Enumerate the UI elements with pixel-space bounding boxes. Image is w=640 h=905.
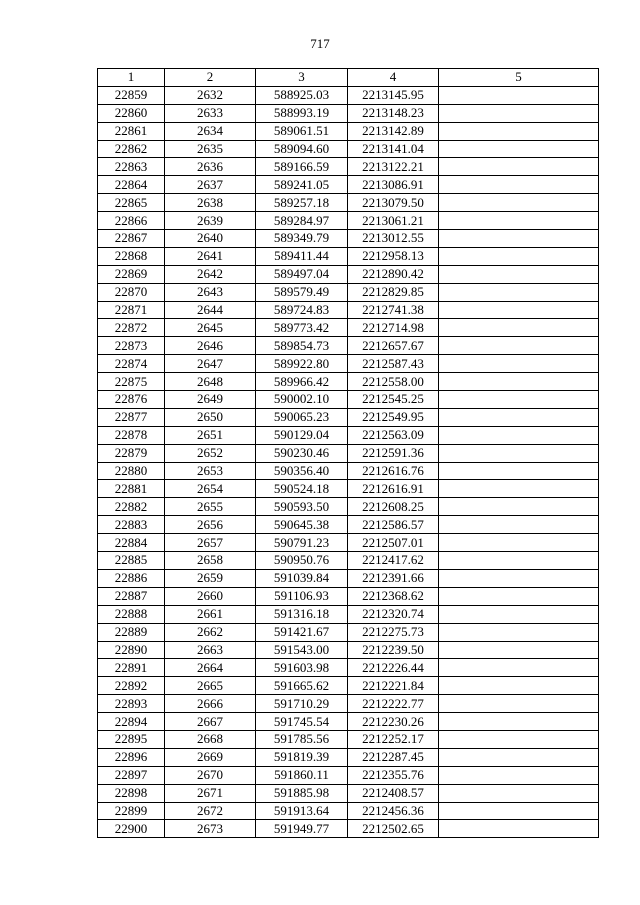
table-cell: 589094.60 <box>256 140 348 158</box>
table-cell: 2661 <box>165 605 256 623</box>
table-row <box>98 748 599 766</box>
table-cell: 22896 <box>98 748 165 766</box>
table-row <box>98 426 599 444</box>
table-cell: 590593.50 <box>256 498 348 516</box>
table-body <box>98 86 599 837</box>
table-row <box>98 247 599 265</box>
table-cell: 591603.98 <box>256 659 348 677</box>
table-cell: 22898 <box>98 784 165 802</box>
table-row <box>98 373 599 391</box>
table-cell: 591316.18 <box>256 605 348 623</box>
table-cell: 22871 <box>98 301 165 319</box>
table-cell: 22882 <box>98 498 165 516</box>
table-cell: 589724.83 <box>256 301 348 319</box>
table-cell <box>439 480 599 498</box>
table-cell: 2663 <box>165 641 256 659</box>
column-header: 2 <box>165 69 256 87</box>
table-cell: 2212368.62 <box>348 587 439 605</box>
table-cell: 2212558.00 <box>348 373 439 391</box>
table-row <box>98 766 599 784</box>
table-cell: 588993.19 <box>256 104 348 122</box>
table-cell <box>439 587 599 605</box>
table-cell: 591860.11 <box>256 766 348 784</box>
table-cell: 22860 <box>98 104 165 122</box>
table-cell <box>439 623 599 641</box>
table-cell: 2212252.17 <box>348 730 439 748</box>
table-cell: 590524.18 <box>256 480 348 498</box>
table-cell: 2639 <box>165 212 256 230</box>
table-cell: 2212226.44 <box>348 659 439 677</box>
table-cell: 591421.67 <box>256 623 348 641</box>
table-cell: 590645.38 <box>256 516 348 534</box>
table-cell: 22880 <box>98 462 165 480</box>
table-cell <box>439 265 599 283</box>
table-cell: 2652 <box>165 444 256 462</box>
table-cell: 2212391.66 <box>348 569 439 587</box>
table-cell: 2212549.95 <box>348 408 439 426</box>
table-cell: 2660 <box>165 587 256 605</box>
table-cell: 2212586.57 <box>348 516 439 534</box>
table-cell: 22878 <box>98 426 165 444</box>
table-cell: 22883 <box>98 516 165 534</box>
table-cell: 2641 <box>165 247 256 265</box>
table-cell <box>439 516 599 534</box>
table-cell <box>439 194 599 212</box>
table-cell: 2212714.98 <box>348 319 439 337</box>
table-cell: 2671 <box>165 784 256 802</box>
table-cell: 22870 <box>98 283 165 301</box>
table-cell: 22869 <box>98 265 165 283</box>
table-row <box>98 319 599 337</box>
table-cell: 2213141.04 <box>348 140 439 158</box>
table-cell: 589166.59 <box>256 158 348 176</box>
table-cell: 2651 <box>165 426 256 444</box>
table-cell <box>439 176 599 194</box>
table-row <box>98 212 599 230</box>
table-row <box>98 462 599 480</box>
table-cell: 2213086.91 <box>348 176 439 194</box>
table-row <box>98 713 599 731</box>
table-cell: 22859 <box>98 86 165 104</box>
table-cell <box>439 748 599 766</box>
table-cell: 2213148.23 <box>348 104 439 122</box>
table-cell: 591543.00 <box>256 641 348 659</box>
table-cell: 2212221.84 <box>348 677 439 695</box>
table-row <box>98 140 599 158</box>
table-row <box>98 802 599 820</box>
table-row <box>98 158 599 176</box>
table-cell <box>439 408 599 426</box>
table-cell: 2212657.67 <box>348 337 439 355</box>
table-cell <box>439 104 599 122</box>
table-cell <box>439 730 599 748</box>
table-cell: 2640 <box>165 230 256 248</box>
table-cell: 22887 <box>98 587 165 605</box>
table-cell: 2665 <box>165 677 256 695</box>
table-cell: 2649 <box>165 391 256 409</box>
table-cell: 2212502.65 <box>348 820 439 838</box>
table-cell: 2212230.26 <box>348 713 439 731</box>
table-cell: 22895 <box>98 730 165 748</box>
table-cell <box>439 158 599 176</box>
table-cell: 2212829.85 <box>348 283 439 301</box>
table-cell <box>439 659 599 677</box>
table-cell: 588925.03 <box>256 86 348 104</box>
table-cell: 22865 <box>98 194 165 212</box>
table-cell: 589497.04 <box>256 265 348 283</box>
table-cell: 2212608.25 <box>348 498 439 516</box>
table-row <box>98 784 599 802</box>
table-cell: 22892 <box>98 677 165 695</box>
table-cell: 2212275.73 <box>348 623 439 641</box>
table-cell: 589061.51 <box>256 122 348 140</box>
table-cell: 22863 <box>98 158 165 176</box>
table-cell: 22884 <box>98 534 165 552</box>
table-cell: 590356.40 <box>256 462 348 480</box>
table-cell: 22867 <box>98 230 165 248</box>
table-cell: 590065.23 <box>256 408 348 426</box>
table-cell <box>439 820 599 838</box>
table-cell: 591913.64 <box>256 802 348 820</box>
table-row <box>98 176 599 194</box>
table-cell: 22889 <box>98 623 165 641</box>
table-cell: 22864 <box>98 176 165 194</box>
table-cell: 2662 <box>165 623 256 641</box>
table-cell: 2658 <box>165 552 256 570</box>
table-cell: 591710.29 <box>256 695 348 713</box>
table-cell <box>439 444 599 462</box>
table-cell: 2212222.77 <box>348 695 439 713</box>
table-cell: 589241.05 <box>256 176 348 194</box>
table-cell: 22888 <box>98 605 165 623</box>
table-cell: 2636 <box>165 158 256 176</box>
table-cell: 2212591.36 <box>348 444 439 462</box>
table-cell: 22897 <box>98 766 165 784</box>
table-cell <box>439 230 599 248</box>
table-cell: 2212320.74 <box>348 605 439 623</box>
table-cell: 591106.93 <box>256 587 348 605</box>
coordinates-table <box>97 68 599 838</box>
table-cell: 22899 <box>98 802 165 820</box>
table-cell <box>439 122 599 140</box>
table-cell <box>439 766 599 784</box>
table-cell: 2212507.01 <box>348 534 439 552</box>
table-cell: 22881 <box>98 480 165 498</box>
table-cell: 2212890.42 <box>348 265 439 283</box>
table-cell: 589257.18 <box>256 194 348 212</box>
table-cell: 2647 <box>165 355 256 373</box>
table-cell: 591949.77 <box>256 820 348 838</box>
table-cell: 2656 <box>165 516 256 534</box>
table-cell: 590129.04 <box>256 426 348 444</box>
table-cell: 2635 <box>165 140 256 158</box>
table-cell: 2212417.62 <box>348 552 439 570</box>
table-cell: 2657 <box>165 534 256 552</box>
table-cell: 22886 <box>98 569 165 587</box>
table-cell: 2212545.25 <box>348 391 439 409</box>
table-cell: 2670 <box>165 766 256 784</box>
table-cell: 2212239.50 <box>348 641 439 659</box>
table-cell: 22894 <box>98 713 165 731</box>
table-cell: 2669 <box>165 748 256 766</box>
table-row <box>98 516 599 534</box>
table-cell: 590791.23 <box>256 534 348 552</box>
table-cell <box>439 319 599 337</box>
table-cell: 22893 <box>98 695 165 713</box>
table-cell: 2213079.50 <box>348 194 439 212</box>
table-cell <box>439 355 599 373</box>
table-row <box>98 337 599 355</box>
table-row <box>98 641 599 659</box>
table-row <box>98 623 599 641</box>
table-cell: 2654 <box>165 480 256 498</box>
table-cell: 2212616.91 <box>348 480 439 498</box>
table-cell: 22862 <box>98 140 165 158</box>
table-row <box>98 408 599 426</box>
table-row <box>98 695 599 713</box>
table-row <box>98 391 599 409</box>
table-cell: 2650 <box>165 408 256 426</box>
table-cell <box>439 373 599 391</box>
table-row <box>98 86 599 104</box>
table-cell: 2672 <box>165 802 256 820</box>
table-cell <box>439 301 599 319</box>
table-cell: 590230.46 <box>256 444 348 462</box>
column-header: 4 <box>348 69 439 87</box>
page-number: 717 <box>310 36 330 51</box>
table-cell <box>439 802 599 820</box>
table-row <box>98 122 599 140</box>
table-cell <box>439 695 599 713</box>
table-row <box>98 569 599 587</box>
table-cell: 22873 <box>98 337 165 355</box>
table-cell: 22875 <box>98 373 165 391</box>
table-cell: 2638 <box>165 194 256 212</box>
table-cell: 2655 <box>165 498 256 516</box>
table-cell: 22879 <box>98 444 165 462</box>
table-cell: 2212958.13 <box>348 247 439 265</box>
table-cell: 22891 <box>98 659 165 677</box>
column-header: 1 <box>98 69 165 87</box>
table-cell: 2213061.21 <box>348 212 439 230</box>
table-cell: 22874 <box>98 355 165 373</box>
table-cell: 2648 <box>165 373 256 391</box>
table-cell <box>439 212 599 230</box>
table-row <box>98 230 599 248</box>
table-cell: 2667 <box>165 713 256 731</box>
table-cell <box>439 552 599 570</box>
table-cell: 2637 <box>165 176 256 194</box>
table-cell: 2653 <box>165 462 256 480</box>
table-cell: 22890 <box>98 641 165 659</box>
table-row <box>98 265 599 283</box>
table-cell: 2659 <box>165 569 256 587</box>
table-cell: 589579.49 <box>256 283 348 301</box>
table-cell: 2213122.21 <box>348 158 439 176</box>
table-cell <box>439 426 599 444</box>
table-row <box>98 534 599 552</box>
table-row <box>98 301 599 319</box>
table-cell: 22861 <box>98 122 165 140</box>
table-cell: 2664 <box>165 659 256 677</box>
table-cell <box>439 713 599 731</box>
table-cell: 2212355.76 <box>348 766 439 784</box>
table-cell: 2643 <box>165 283 256 301</box>
table-cell <box>439 534 599 552</box>
table-cell: 2212741.38 <box>348 301 439 319</box>
table-cell: 589773.42 <box>256 319 348 337</box>
table-cell: 589349.79 <box>256 230 348 248</box>
table-cell: 2668 <box>165 730 256 748</box>
table-cell: 22868 <box>98 247 165 265</box>
table-cell: 2632 <box>165 86 256 104</box>
table-cell: 589854.73 <box>256 337 348 355</box>
column-header: 3 <box>256 69 348 87</box>
table-cell: 591039.84 <box>256 569 348 587</box>
table-cell: 2213142.89 <box>348 122 439 140</box>
table-cell: 2642 <box>165 265 256 283</box>
table-cell: 2212408.57 <box>348 784 439 802</box>
table-cell: 2666 <box>165 695 256 713</box>
table-cell: 589922.80 <box>256 355 348 373</box>
table-cell: 2673 <box>165 820 256 838</box>
table-cell: 22900 <box>98 820 165 838</box>
table-row <box>98 820 599 838</box>
table-cell <box>439 462 599 480</box>
table-cell: 2213012.55 <box>348 230 439 248</box>
table-row <box>98 659 599 677</box>
table-cell <box>439 391 599 409</box>
table-cell: 2212587.43 <box>348 355 439 373</box>
table-cell <box>439 247 599 265</box>
table-cell: 2212287.45 <box>348 748 439 766</box>
table-cell: 2644 <box>165 301 256 319</box>
table-cell: 22876 <box>98 391 165 409</box>
table-cell: 591665.62 <box>256 677 348 695</box>
table-cell <box>439 283 599 301</box>
table-row <box>98 605 599 623</box>
table-cell: 590002.10 <box>256 391 348 409</box>
table-cell: 590950.76 <box>256 552 348 570</box>
table-cell: 591745.54 <box>256 713 348 731</box>
table-cell <box>439 605 599 623</box>
table-cell <box>439 569 599 587</box>
table-cell: 22885 <box>98 552 165 570</box>
table-cell <box>439 641 599 659</box>
table-header-row <box>98 69 599 87</box>
table-cell <box>439 140 599 158</box>
table-cell <box>439 498 599 516</box>
table-cell: 589284.97 <box>256 212 348 230</box>
table-cell: 2212563.09 <box>348 426 439 444</box>
table-cell: 2212456.36 <box>348 802 439 820</box>
table-cell: 22866 <box>98 212 165 230</box>
table-row <box>98 283 599 301</box>
table-cell: 589411.44 <box>256 247 348 265</box>
table-row <box>98 194 599 212</box>
table-cell: 591885.98 <box>256 784 348 802</box>
table-cell: 2633 <box>165 104 256 122</box>
table-cell <box>439 677 599 695</box>
table-cell: 2646 <box>165 337 256 355</box>
table-cell: 591785.56 <box>256 730 348 748</box>
table-cell: 2212616.76 <box>348 462 439 480</box>
table-row <box>98 444 599 462</box>
table-cell: 2213145.95 <box>348 86 439 104</box>
table-row <box>98 104 599 122</box>
table-cell <box>439 86 599 104</box>
table-row <box>98 552 599 570</box>
table-cell: 589966.42 <box>256 373 348 391</box>
table-cell: 22872 <box>98 319 165 337</box>
table-row <box>98 480 599 498</box>
table-row <box>98 498 599 516</box>
table-cell: 22877 <box>98 408 165 426</box>
table-row <box>98 587 599 605</box>
table-cell: 2645 <box>165 319 256 337</box>
table-row <box>98 355 599 373</box>
table-cell: 2634 <box>165 122 256 140</box>
table-cell <box>439 784 599 802</box>
table-row <box>98 730 599 748</box>
table-row <box>98 677 599 695</box>
table-cell: 591819.39 <box>256 748 348 766</box>
table-cell <box>439 337 599 355</box>
column-header: 5 <box>439 69 599 87</box>
